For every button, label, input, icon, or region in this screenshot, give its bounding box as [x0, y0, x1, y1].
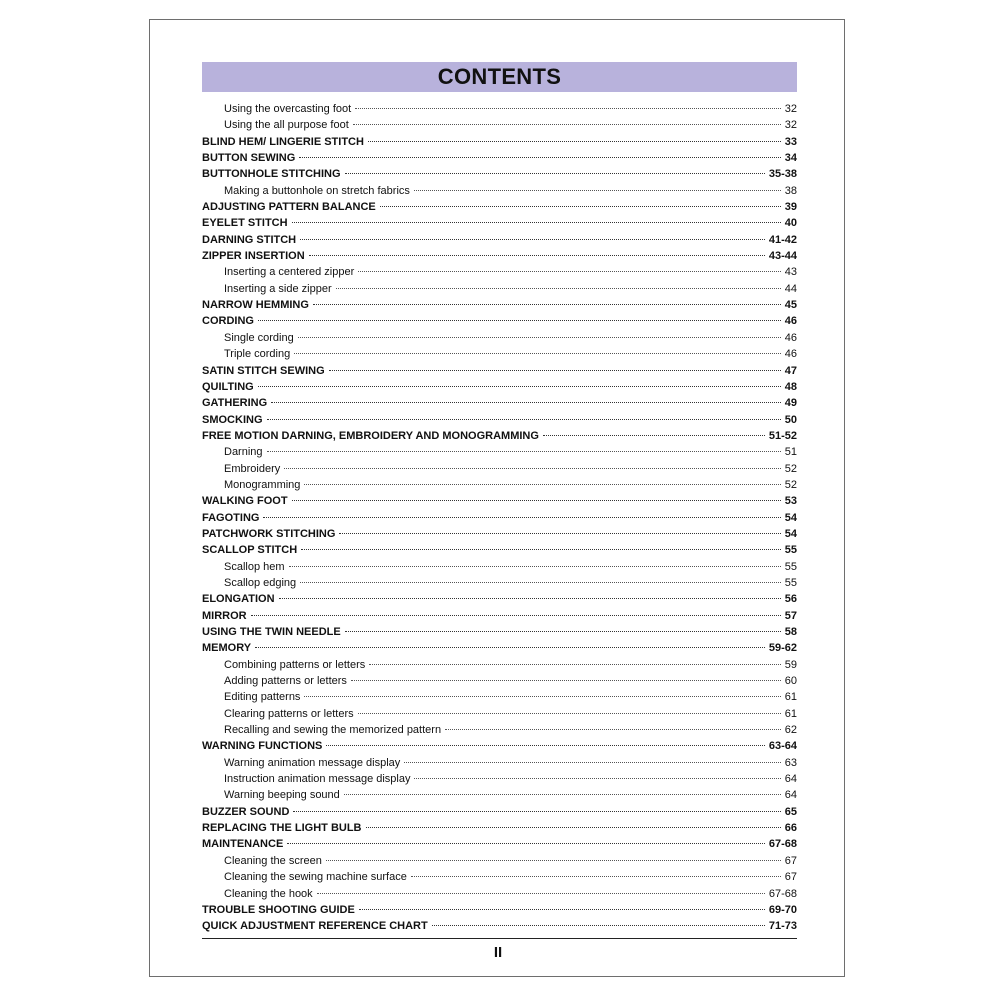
toc-section-entry — [202, 232, 797, 248]
toc-entry-title: Instruction animation message display — [224, 773, 411, 786]
toc-subsection-entry — [202, 657, 797, 673]
toc-entry-page-number: 45 — [784, 299, 797, 312]
toc-entry-page-number: 55 — [784, 544, 797, 557]
dot-leader — [326, 860, 781, 861]
dot-leader — [300, 239, 765, 240]
toc-section-entry — [202, 591, 797, 607]
toc-subsection-entry — [202, 869, 797, 885]
toc-subsection-entry — [202, 264, 797, 280]
toc-entry-title: FAGOTING — [202, 511, 260, 524]
toc-entry-page-number: 59 — [784, 658, 797, 671]
toc-entry-title: BUTTONHOLE STITCHING — [202, 168, 341, 181]
dot-leader — [304, 484, 780, 485]
dot-leader — [293, 811, 780, 812]
dot-leader — [339, 533, 780, 534]
toc-entry-title: SATIN STITCH SEWING — [202, 364, 325, 377]
toc-entry-page-number: 46 — [784, 331, 797, 344]
toc-section-entry — [202, 363, 797, 379]
contents-title-bar — [202, 62, 797, 92]
toc-entry-title: Darning — [224, 446, 263, 459]
toc-entry-title: ZIPPER INSERTION — [202, 250, 305, 263]
dot-leader — [258, 320, 781, 321]
toc-entry-page-number: 44 — [784, 282, 797, 295]
toc-subsection-entry — [202, 444, 797, 460]
dot-leader — [380, 206, 781, 207]
toc-entry-page-number: 52 — [784, 478, 797, 491]
toc-subsection-entry — [202, 183, 797, 199]
toc-entry-title: ADJUSTING PATTERN BALANCE — [202, 201, 376, 214]
dot-leader — [345, 631, 781, 632]
dot-leader — [292, 500, 781, 501]
toc-entry-page-number: 54 — [784, 527, 797, 540]
toc-subsection-entry — [202, 886, 797, 902]
toc-entry-page-number: 41-42 — [768, 233, 797, 246]
toc-entry-title: SCALLOP STITCH — [202, 544, 298, 557]
dot-leader — [411, 876, 781, 877]
toc-subsection-entry — [202, 477, 797, 493]
toc-entry-page-number: 52 — [784, 462, 797, 475]
toc-subsection-entry — [202, 787, 797, 803]
dot-leader — [271, 402, 781, 403]
toc-section-entry — [202, 918, 797, 934]
dot-leader — [298, 337, 781, 338]
toc-entry-page-number: 38 — [784, 184, 797, 197]
toc-subsection-entry — [202, 101, 797, 117]
dot-leader — [353, 124, 781, 125]
toc-entry-title: MIRROR — [202, 609, 247, 622]
dot-leader — [359, 909, 765, 910]
toc-entry-page-number: 51-52 — [768, 429, 797, 442]
dot-leader — [317, 893, 765, 894]
toc-entry-page-number: 48 — [784, 380, 797, 393]
page-title: CONTENTS — [437, 64, 562, 89]
toc-section-entry — [202, 297, 797, 313]
toc-entry-title: Adding patterns or letters — [224, 675, 347, 688]
dot-leader — [299, 157, 780, 158]
toc-entry-page-number: 63 — [784, 756, 797, 769]
toc-entry-page-number: 34 — [784, 152, 797, 165]
toc-entry-page-number: 33 — [784, 135, 797, 148]
toc-entry-title: Scallop hem — [224, 560, 285, 573]
toc-entry-title: SMOCKING — [202, 413, 263, 426]
dot-leader — [263, 517, 780, 518]
dot-leader — [289, 566, 781, 567]
toc-section-entry — [202, 412, 797, 428]
toc-entry-title: Cleaning the hook — [224, 887, 313, 900]
toc-entry-title: Cleaning the screen — [224, 854, 322, 867]
toc-entry-page-number: 54 — [784, 511, 797, 524]
dot-leader — [267, 451, 781, 452]
toc-subsection-entry — [202, 117, 797, 133]
toc-entry-title: WARNING FUNCTIONS — [202, 740, 323, 753]
dot-leader — [255, 647, 765, 648]
dot-leader — [336, 288, 781, 289]
toc-section-entry — [202, 836, 797, 852]
toc-entry-page-number: 49 — [784, 397, 797, 410]
toc-entry-title: Embroidery — [224, 462, 281, 475]
toc-section-entry — [202, 542, 797, 558]
dot-leader — [344, 794, 781, 795]
toc-entry-page-number: 67 — [784, 854, 797, 867]
toc-section-entry — [202, 624, 797, 640]
toc-entry-page-number: 65 — [784, 805, 797, 818]
toc-entry-title: BUTTON SEWING — [202, 152, 296, 165]
toc-entry-title: USING THE TWIN NEEDLE — [202, 626, 341, 638]
toc-entry-title: MAINTENANCE — [202, 838, 284, 851]
toc-subsection-entry — [202, 575, 797, 591]
toc-section-entry — [202, 526, 797, 542]
toc-section-entry — [202, 820, 797, 836]
toc-entry-title: REPLACING THE LIGHT BULB — [202, 822, 362, 835]
toc-entry-title: Cleaning the sewing machine surface — [224, 871, 407, 884]
toc-subsection-entry — [202, 281, 797, 297]
toc-entry-page-number: 67 — [784, 871, 797, 884]
toc-entry-page-number: 61 — [784, 691, 797, 704]
toc-entry-page-number: 56 — [784, 593, 797, 606]
dot-leader — [358, 271, 781, 272]
toc-subsection-entry — [202, 722, 797, 738]
toc-entry-title: Making a buttonhole on stretch fabrics — [224, 184, 410, 197]
dot-leader — [345, 173, 765, 174]
toc-entry-title: FREE MOTION DARNING, EMBROIDERY AND MONOGRAMMING — [202, 429, 539, 442]
toc-entry-title: BLIND HEM/ LINGERIE STITCH — [202, 135, 364, 148]
dot-leader — [368, 141, 781, 142]
toc-entry-page-number: 64 — [784, 789, 797, 802]
toc-subsection-entry — [202, 673, 797, 689]
dot-leader — [329, 370, 781, 371]
dot-leader — [414, 778, 780, 779]
toc-section-entry — [202, 608, 797, 624]
dot-leader — [292, 222, 781, 223]
toc-subsection-entry — [202, 771, 797, 787]
dot-leader — [284, 468, 781, 469]
toc-entry-page-number: 53 — [784, 495, 797, 508]
toc-entry-page-number: 57 — [784, 609, 797, 622]
toc-entry-title: PATCHWORK STITCHING — [202, 527, 336, 540]
toc-entry-page-number: 69-70 — [768, 903, 797, 916]
toc-subsection-entry — [202, 706, 797, 722]
toc-section-entry — [202, 248, 797, 264]
toc-section-entry — [202, 493, 797, 509]
toc-entry-page-number: 55 — [784, 560, 797, 573]
toc-entry-page-number: 32 — [784, 103, 797, 115]
toc-section-entry — [202, 379, 797, 395]
dot-leader — [301, 549, 781, 550]
toc-entry-title: Single cording — [224, 331, 294, 344]
toc-entry-title: Scallop edging — [224, 576, 297, 589]
toc-entry-page-number: 64 — [784, 773, 797, 786]
toc-section-entry — [202, 902, 797, 918]
toc-section-entry — [202, 395, 797, 411]
toc-section-entry — [202, 510, 797, 526]
dot-leader — [279, 598, 781, 599]
toc-subsection-entry — [202, 346, 797, 362]
dot-leader — [355, 108, 781, 109]
toc-entry-page-number: 32 — [784, 119, 797, 132]
dot-leader — [366, 827, 781, 828]
toc-entry-page-number: 71-73 — [768, 920, 797, 933]
toc-entry-title: CORDING — [202, 315, 254, 328]
dot-leader — [251, 615, 781, 616]
toc-section-entry — [202, 640, 797, 656]
toc-section-entry — [202, 199, 797, 215]
toc-entry-page-number: 66 — [784, 822, 797, 835]
toc-entry-page-number: 62 — [784, 724, 797, 737]
toc-entry-title: MEMORY — [202, 642, 252, 655]
page-number: II — [493, 944, 503, 961]
dot-leader — [404, 762, 780, 763]
toc-entry-title: Recalling and sewing the memorized pattern — [224, 724, 442, 737]
toc-section-entry — [202, 215, 797, 231]
toc-entry-title: QUICK ADJUSTMENT REFERENCE CHART — [202, 920, 428, 933]
dot-leader — [287, 843, 765, 844]
toc-section-entry — [202, 150, 797, 166]
document-page — [149, 19, 845, 977]
dot-leader — [309, 255, 765, 256]
toc-entry-title: Triple cording — [224, 348, 291, 361]
toc-subsection-entry — [202, 755, 797, 771]
dot-leader — [294, 353, 781, 354]
toc-entry-title: Inserting a centered zipper — [224, 266, 355, 279]
toc-entry-page-number: 46 — [784, 348, 797, 361]
toc-entry-title: Clearing patterns or letters — [224, 707, 354, 720]
toc-section-entry — [202, 804, 797, 820]
dot-leader — [313, 304, 781, 305]
toc-entry-page-number: 39 — [784, 201, 797, 214]
dot-leader — [369, 664, 781, 665]
toc-entry-title: QUILTING — [202, 380, 254, 393]
toc-subsection-entry — [202, 559, 797, 575]
toc-entry-page-number: 50 — [784, 413, 797, 426]
dot-leader — [351, 680, 781, 681]
toc-entry-page-number: 43-44 — [768, 250, 797, 263]
toc-entry-title: DARNING STITCH — [202, 233, 297, 246]
toc-entry-page-number: 47 — [784, 364, 797, 377]
toc-subsection-entry — [202, 461, 797, 477]
toc-section-entry — [202, 134, 797, 150]
toc-entry-page-number: 59-62 — [768, 642, 797, 655]
toc-entry-page-number: 58 — [784, 626, 797, 638]
toc-entry-page-number: 35-38 — [768, 168, 797, 181]
dot-leader — [414, 190, 781, 191]
toc-subsection-entry — [202, 330, 797, 346]
dot-leader — [267, 419, 781, 420]
toc-entry-page-number: 51 — [784, 446, 797, 459]
table-of-contents — [202, 101, 797, 935]
dot-leader — [326, 745, 764, 746]
toc-entry-page-number: 63-64 — [768, 740, 797, 753]
dot-leader — [358, 713, 781, 714]
toc-entry-title: BUZZER SOUND — [202, 805, 290, 818]
toc-entry-title: EYELET STITCH — [202, 217, 288, 230]
toc-entry-title: Combining patterns or letters — [224, 658, 366, 671]
toc-section-entry — [202, 166, 797, 182]
toc-entry-title: Using the all purpose foot — [224, 119, 349, 132]
toc-section-entry — [202, 738, 797, 754]
toc-entry-title: WALKING FOOT — [202, 495, 288, 508]
dot-leader — [258, 386, 781, 387]
toc-entry-title: NARROW HEMMING — [202, 299, 309, 312]
toc-section-entry — [202, 428, 797, 444]
toc-entry-page-number: 55 — [784, 576, 797, 589]
dot-leader — [300, 582, 781, 583]
toc-entry-page-number: 43 — [784, 266, 797, 279]
toc-subsection-entry — [202, 853, 797, 869]
toc-entry-title: Inserting a side zipper — [224, 282, 332, 295]
dot-leader — [445, 729, 781, 730]
toc-entry-title: Warning beeping sound — [224, 789, 340, 802]
dot-leader — [304, 696, 780, 697]
toc-subsection-entry — [202, 689, 797, 705]
bottom-divider — [202, 938, 797, 939]
toc-entry-page-number: 67-68 — [768, 838, 797, 851]
toc-entry-title: Monogramming — [224, 478, 301, 491]
toc-section-entry — [202, 313, 797, 329]
toc-entry-title: Using the overcasting foot — [224, 103, 352, 115]
toc-entry-title: GATHERING — [202, 397, 268, 410]
dot-leader — [543, 435, 765, 436]
toc-entry-page-number: 40 — [784, 217, 797, 230]
toc-entry-page-number: 60 — [784, 675, 797, 688]
toc-entry-page-number: 61 — [784, 707, 797, 720]
toc-entry-title: TROUBLE SHOOTING GUIDE — [202, 903, 355, 916]
dot-leader — [432, 925, 765, 926]
toc-entry-title: ELONGATION — [202, 593, 275, 606]
toc-entry-page-number: 67-68 — [768, 887, 797, 900]
toc-entry-title: Editing patterns — [224, 691, 301, 704]
toc-entry-title: Warning animation message display — [224, 756, 401, 769]
toc-entry-page-number: 46 — [784, 315, 797, 328]
